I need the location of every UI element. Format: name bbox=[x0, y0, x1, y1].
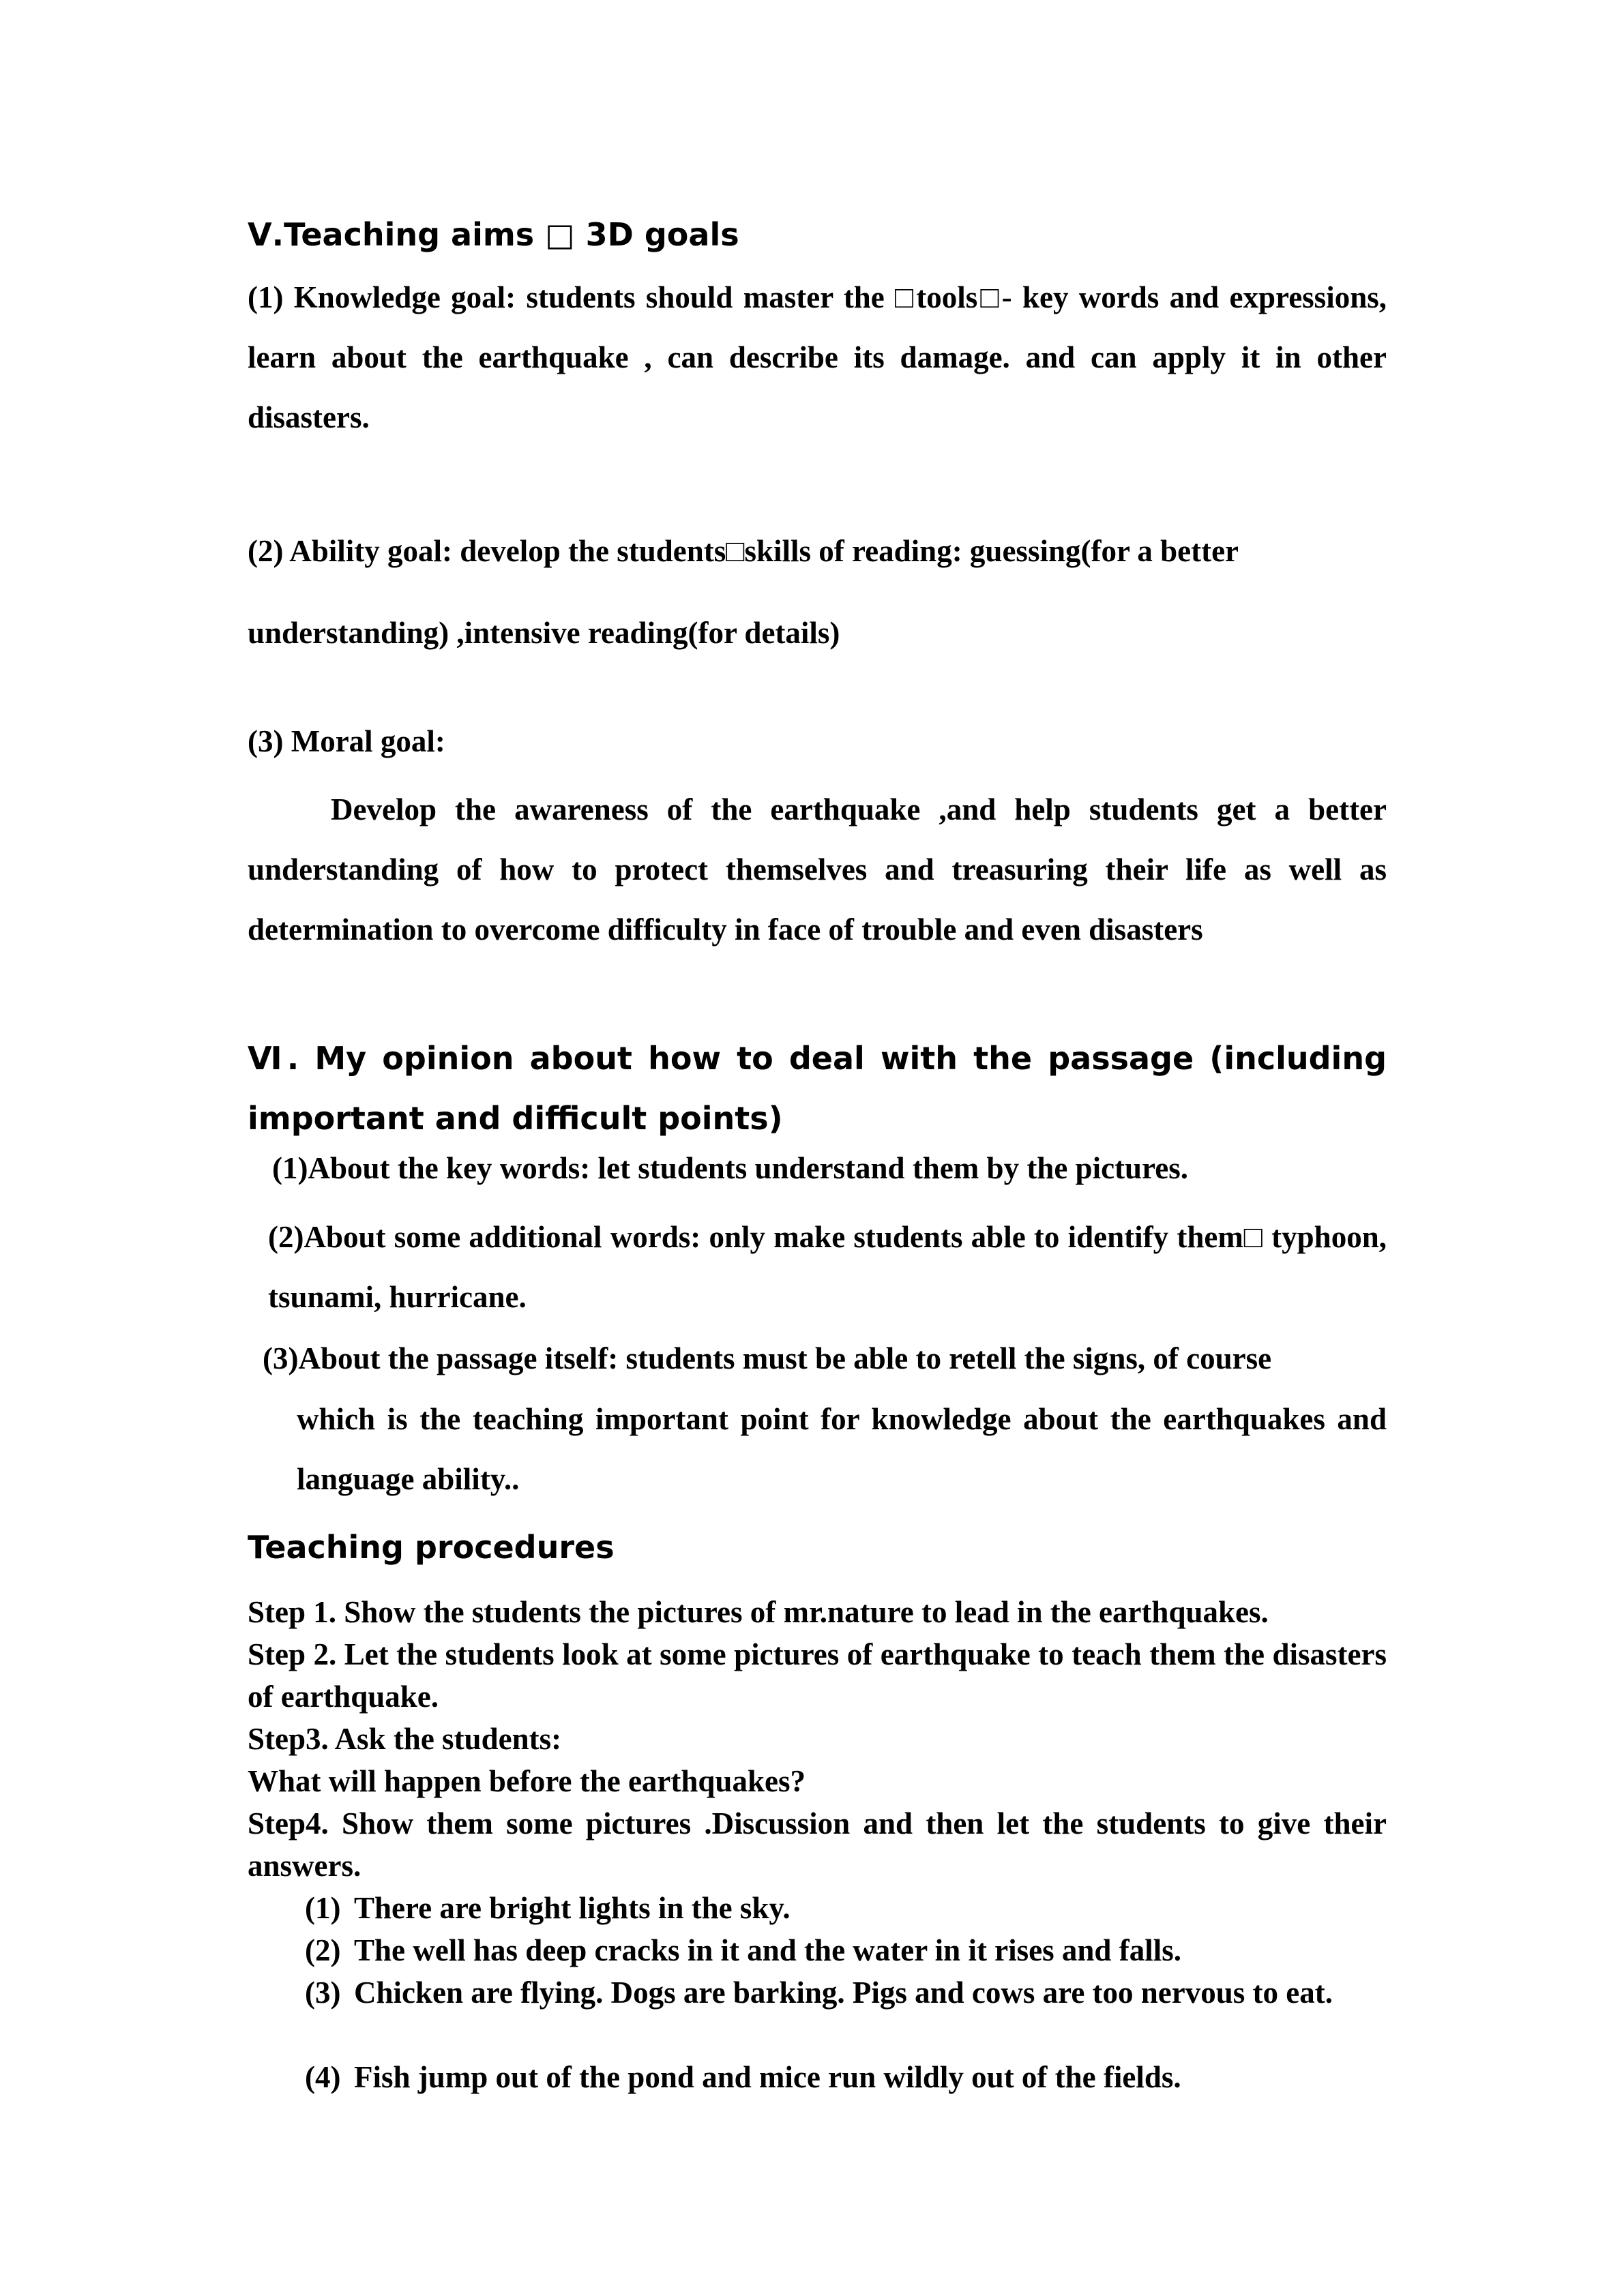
opinion-item-1: (1)About the key words: let students understand them by the pictures. bbox=[272, 1151, 1188, 1185]
opinion-item-3-lead: (3)About the passage itself: students must be able to retell the signs, of course bbox=[263, 1341, 1272, 1375]
knowledge-goal-paragraph: (1) Knowledge goal: students should master the □tools□- key words and expressions, learn about the earthquake , can describe its damage. and can apply it in other disasters. bbox=[248, 280, 1387, 434]
answer-number: (3) bbox=[305, 1976, 341, 2010]
answer-item bbox=[305, 1929, 1387, 1971]
opinion-item-2: (2)About some additional words: only make students able to identify them□ typhoon, tsunami, hurricane. bbox=[268, 1220, 1387, 1314]
answer-text: The well has deep cracks in it and the water in it rises and falls. bbox=[354, 1933, 1181, 1967]
moral-goal-title: (3) Moral goal: bbox=[248, 724, 445, 758]
procedure-step-3: Step3. Ask the students: bbox=[248, 1722, 562, 1756]
answer-text: Chicken are flying. Dogs are barking. Pigs and cows are too nervous to eat. bbox=[354, 1976, 1333, 2010]
procedure-step-3-question: What will happen before the earthquakes? bbox=[248, 1764, 806, 1798]
answer-number: (4) bbox=[305, 2060, 341, 2094]
answer-number: (2) bbox=[305, 1933, 341, 1967]
ability-goal-line-2: understanding) ,intensive reading(for details) bbox=[248, 616, 840, 650]
answer-number: (1) bbox=[305, 1891, 341, 1925]
procedures-heading: Teaching procedures bbox=[248, 1529, 615, 1566]
answer-text: There are bright lights in the sky. bbox=[354, 1891, 791, 1925]
section-6-heading: Ⅵ. My opinion about how to deal with the passage (including important and difficult points) bbox=[248, 1040, 1387, 1137]
procedure-step-4: Step4. Show them some pictures .Discussion and then let the students to give their answers. bbox=[248, 1806, 1387, 1883]
section-5-heading: Ⅴ.Teaching aims □ 3D goals bbox=[248, 216, 739, 253]
answer-item bbox=[305, 1971, 1387, 2014]
procedure-step-1: Step 1. Show the students the pictures of mr.nature to lead in the earthquakes. bbox=[248, 1595, 1269, 1629]
answer-item bbox=[305, 1887, 1387, 1929]
procedure-step-2: Step 2. Let the students look at some pictures of earthquake to teach them the disasters of earthquake. bbox=[248, 1637, 1387, 1714]
answer-text: Fish jump out of the pond and mice run wildly out of the fields. bbox=[354, 2060, 1181, 2094]
moral-goal-paragraph: Develop the awareness of the earthquake ,and help students get a better understanding of how to protect themselves and treasuring their life as well as determination to overcome difficulty in face of trouble and even disasters bbox=[248, 792, 1387, 946]
ability-goal-line-1: (2) Ability goal: develop the students□skills of reading: guessing(for a better bbox=[248, 534, 1239, 568]
answer-item bbox=[305, 2056, 1387, 2098]
opinion-item-3-rest: which is the teaching important point for knowledge about the earthquakes and language ability.. bbox=[297, 1402, 1387, 1496]
